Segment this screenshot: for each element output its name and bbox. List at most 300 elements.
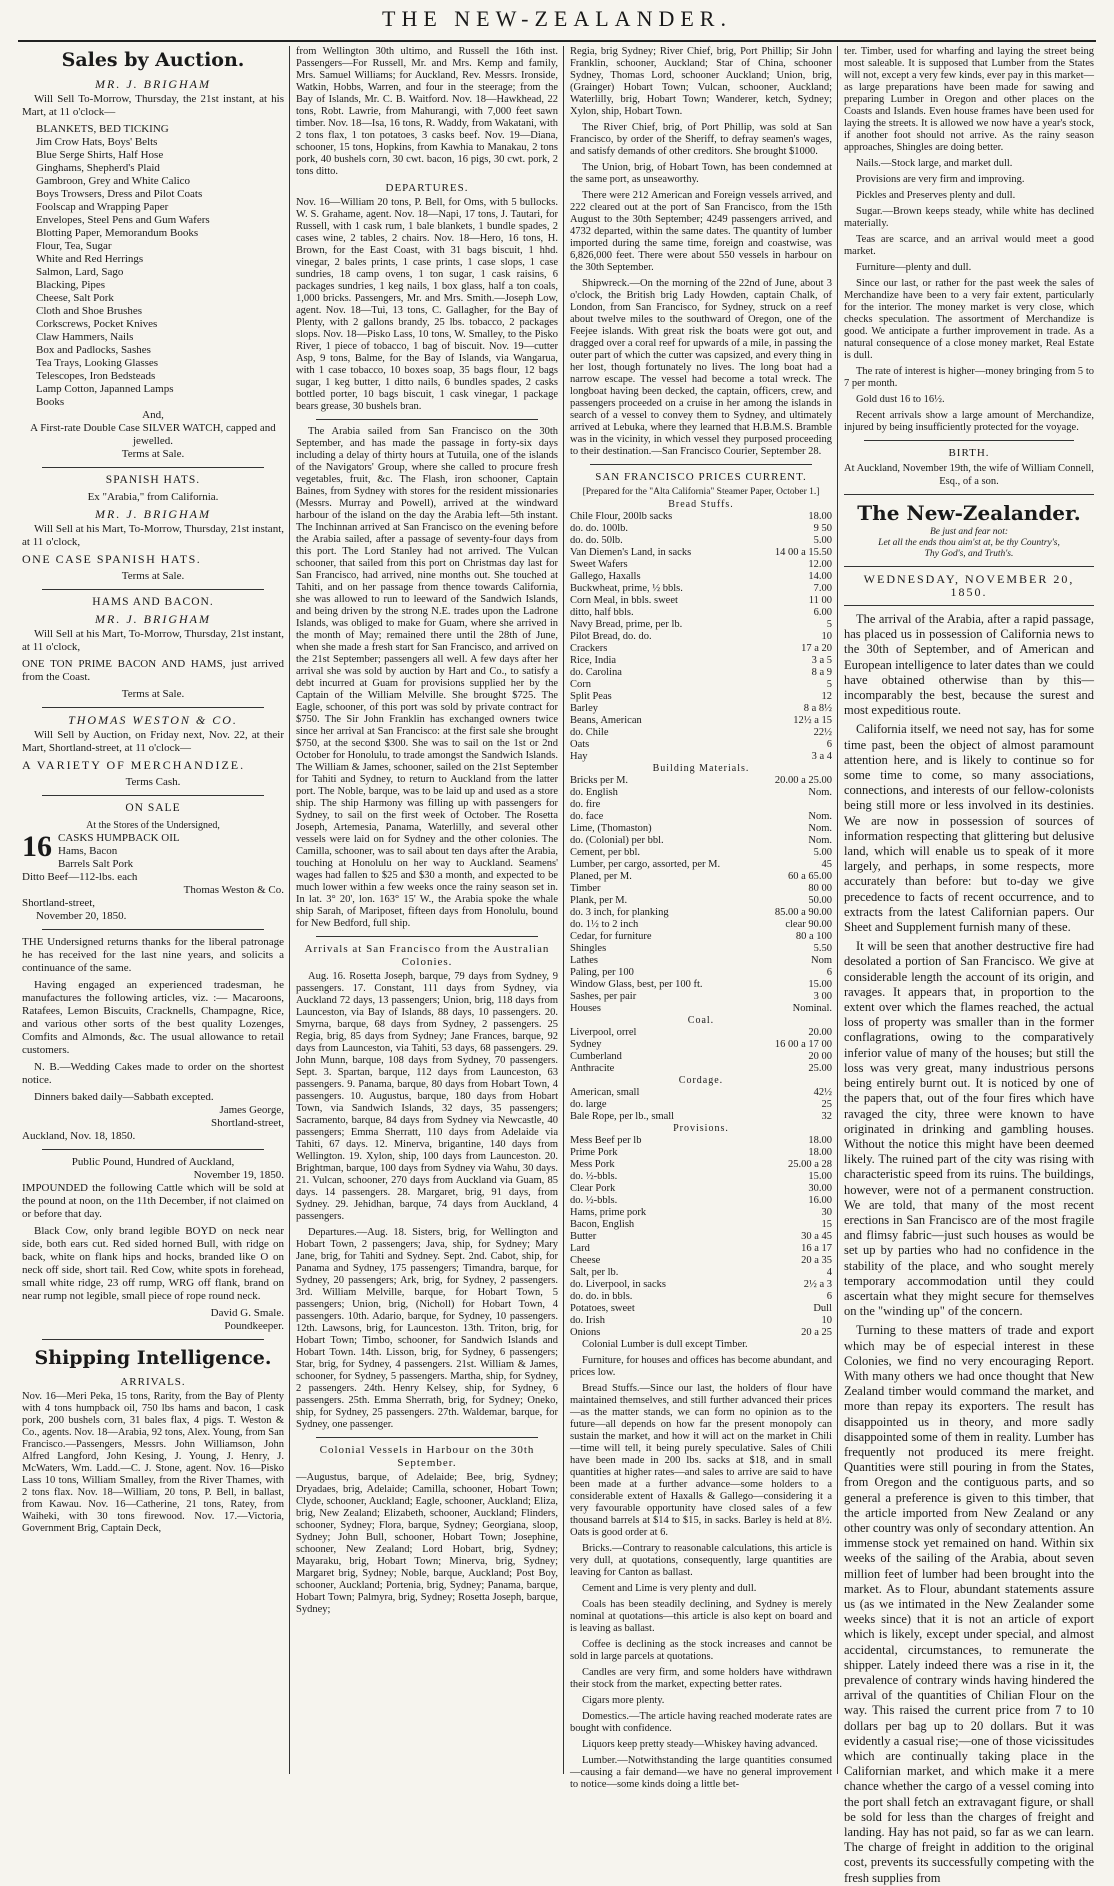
price-value: 5.50 [813, 943, 832, 954]
price-row [570, 1171, 832, 1183]
editorial-paragraph: Turning to these matters of trade and export which may be of especial interest in these Colonies, we find no very encouraging Report. With many others we had once thought that New Zealand timber would command the market, and more than repay its exporters. The result has disappointed us in theory, and more sadly disappointed some of them in reality. Lumber has frequently not produced its mere freight. Quantities were still pouring in from the States, from Oregon and the contiguous parts, and so general a preference is given to this timber, that the article imported from New Zealand or any other country was only of secondary attention. An immense stock yet remained on hand. Within six weeks of the sailing of the Arabia, about seven million feet of lumber had been brought into the market. As to Flour, abundant statements assure us (as we intimated in the New Zealander some weeks since) that it is not an article of export which is likely, except under special, and almost accidental, circumstances, to remunerate the shipper. Lately indeed there was a rise in it, the prevalence of contrary winds having hindered the arrival of the quantities of Chilian Flour on the way. This raised the current price from 7 to 10 dollars per bag up to 20 dollars. But it was evidently a casual rise;—one of those vicissitudes which are continually taking place in the Californian market, and which make it a mere chance whether the cargo of a vessel coming into the port shall fetch an extravagant figure, or shall be sold for less than the charges of freight and landing. Hay has not paid, so far as we can learn. The charge of freight in addition to the original cost, prevents its successfully competing with the fresh supplies from [844, 1323, 1094, 1885]
price-value: 30.00 [808, 1183, 832, 1194]
price-row [570, 1243, 832, 1255]
market-paragraph: Pickles and Preserves plenty and dull. [856, 190, 1016, 201]
price-item: Hay [570, 751, 588, 762]
price-row [570, 619, 832, 631]
ad-date: November 19, 1850. [193, 1169, 284, 1181]
price-row [570, 1267, 832, 1279]
price-item: Bale Rope, per lb., small [570, 1111, 675, 1122]
price-item: Chile Flour, 200lb sacks [570, 511, 673, 522]
price-item: Liverpool, orrel [570, 1027, 637, 1038]
ad-watch: A First-rate Double Case SILVER WATCH, capped and jewelled. [30, 422, 276, 447]
price-row [570, 1279, 832, 1291]
price-row [570, 571, 832, 583]
price-item: ditto, half bbls. [570, 607, 634, 618]
news-paragraph: There were 212 American and Foreign vessels arrived, and 222 cleared out at the port of San Francisco, from the 15th August to the 30th September; 4249 passengers arrived, and 4732 departed, within the same dates. The quantity of lumber imported during the same time, foreign and coastwise, was 6,826,000 feet. There were about 550 vessels in harbour on the 30th September. [570, 190, 832, 273]
divider [316, 1437, 538, 1438]
price-row [570, 727, 832, 739]
price-value: 6 [826, 967, 832, 978]
price-value: 25.00 [808, 1063, 832, 1074]
prices-table [570, 499, 832, 1339]
price-item: Mess Pork [570, 1159, 615, 1170]
masthead: THE NEW-ZEALANDER. [382, 6, 732, 31]
editorial-paragraph: California itself, we need not say, has for some time past, been the object of almost paramount attention here, and is likely to continue so for some time to come, so many associations, connections, and interests of our fellow-colonists being still more or less involved in its destinies. We are now in possession of sources of information respecting that glittering but delusive land, which will enable us to speak of it more largely, and perhaps, in some respects, more accurately than before: but to-day we give precedence to facts of recent occurrence, and to extracts from the latest Californian papers. Our Sheet and Supplement furnish many of these. [844, 722, 1094, 935]
colonial-vessels-continued: Regia, brig Sydney; River Chief, brig, Port Phillip; Sir John Franklin, schooner, Auckland; Star of China, schooner Sydney, Thomas Lord, schooner Auckland; Union, brig, (Grainger) Hobart Town; Vulcan, schooner, Auckland; Waterlilly, brig, Hobart Town; Wanderer, ketch, Sydney; Xylon, ship, Hobart Town. [570, 46, 832, 117]
price-value: 8 a 9 [811, 667, 832, 678]
price-value: 3 a 4 [811, 751, 832, 762]
auction-item: Claw Hammers, Nails [36, 331, 134, 343]
ad-intro: Will Sell at his Mart, To-Morrow, Thursday, 21st instant, at 11 o'clock, [22, 523, 284, 548]
price-row [570, 907, 832, 919]
ad-subtitle: At the Stores of the Undersigned, [86, 820, 220, 831]
price-item: Clear Pork [570, 1183, 616, 1194]
price-value: 3 00 [813, 991, 832, 1002]
auction-item: White and Red Herrings [36, 253, 144, 265]
sale-number: 16 [22, 830, 52, 863]
price-row [570, 703, 832, 715]
price-item: Corn Meal, in bbls. sweet [570, 595, 678, 606]
column-2 [296, 46, 558, 1774]
divider [42, 589, 264, 590]
divider [316, 936, 538, 937]
arrivals-continued: from Wellington 30th ultimo, and Russell the 16th inst. Passengers—For Russell, Mr. and Mrs. Kemp and family, Mrs. Samuel Williams; for Auckland, Rev. Messrs. Ironside, Watkin, Hobbs, Warren, and four in the steerage; from the Bay of Islands, Mr. C. B. Waitford. Nov. 18—Hawkhead, 22 tons, Robt. Lawrie, from Mahurangi, with 7,000 feet sawn timber. Nov. 18—Isa, 16 tons, R. Waddy, from Wakatani, with 2 tons flax, 1 ton potatoes, 3 casks beef. Nov. 19—Diana, schooner, 15 tons, Hopkins, from Kawhia to Manakau, 2 tons pork, 40 bushels corn, 30 cwt. bacon, 16 pigs, 30 cwt. pork, 2 tons ditto. [296, 46, 558, 177]
editorial-paragraph: The arrival of the Arabia, after a rapid passage, has placed us in possession of California news to the 30th of September, and of American and European intelligence to later dates than we could have obtained otherwise than by this—incomparably the best, because the surest and most expeditious route. [844, 612, 1094, 718]
section-heading: Colonial Vessels in Harbour on the 30th September. [319, 1444, 535, 1469]
price-item: Salt, per lb. [570, 1267, 619, 1278]
price-value: 20 a 35 [801, 1255, 832, 1266]
price-value: 12 [821, 691, 832, 702]
ad-signature: David G. Smale. [210, 1307, 284, 1319]
price-row [570, 991, 832, 1003]
price-value: Nominal. [792, 1003, 832, 1014]
section-heading: Arrivals at San Francisco from the Australian Colonies. [304, 943, 550, 968]
divider [42, 1149, 264, 1150]
prices-title: SAN FRANCISCO PRICES CURRENT. [595, 471, 807, 483]
sale-item: CASKS HUMPBACK OIL [58, 832, 180, 844]
departures-sf-text: Departures.—Aug. 18. Sisters, brig, for Wellington and Hobart Town, 2 passengers; Java, ship, for Sydney; Mary Jane, brig, for Tahiti and Sydney. Sept. 2nd. Cabot, ship, for Panama and Sydney, 175 passengers; Timandra, barque, for Sydney, 20 passengers; Ark, brig, for Sydney, 2 passengers. 3rd. William Melville, barque, for Hobart Town, 5 passengers; Union, brig, (Nicholl) for Hobart Town, 4 passengers. 10th. Adario, barque, for Sydney, 10 passengers. 12th. Lawsons, brig, for Launceston. 13th. Triton, brig, for Hobart Town; Timbo, schooner, for Sandwich Islands and Hobart Town. 14th. Lisson, brig, for Sydney, 6 passengers; Star, brig, for Sydney, 4 passengers. 21st. William & James, schooner, for Sydney, 5 passengers. Martha, ship, for Sydney, 2 passengers. 24th. Henry Kelsey, ship, for Sydney, 6 passengers. 25th. Emma Sherrath, brig, for Sydney; Oneko, ship, for Sydney, 25 passengers. 27th. Waldemar, barque, for Sydney, one passenger. [296, 1227, 558, 1430]
price-value: 18.00 [808, 511, 832, 522]
price-item: Hams, prime pork [570, 1207, 647, 1218]
price-section-heading: Bread Stuffs. [668, 499, 734, 510]
shipwreck-paragraph: Shipwreck.—On the morning of the 22nd of June, about 3 o'clock, the British brig Lady Howden, captain Chalk, of London, from San Francisco, for Sydney, struck on a reef about twelve miles to the southward of Oregon, one of the Feejee islands. With great risk the boats were got out, and dragged over a coral reef for upwards of a mile, in passing the outer part of which the cutter was capsized, and every thing in her lost, though fortunately no lives. The long boat had a narrow escape. The vessel had become a total wreck. The longboat having been decked, the captain, officers, crew, and passengers proceeded on a cruise in her among the islands in search of a vessel to convey them to Sydney, and ultimately arrived at Lebuka, where they learned that H.B.M.S. Bramble was in the vicinity, in which vessel they purposed proceeding to their destination.—San Francisco Courier, September 28. [570, 278, 832, 457]
price-value: 15.00 [808, 1171, 832, 1182]
price-item: Lathes [570, 955, 598, 966]
price-value: 30 a 45 [801, 1231, 832, 1242]
price-item: Van Diemen's Land, in sacks [570, 547, 692, 558]
price-value: Dull [813, 1303, 832, 1314]
divider [42, 1339, 264, 1340]
price-row [570, 643, 832, 655]
price-row [570, 739, 832, 751]
price-item: Sashes, per pair [570, 991, 637, 1002]
ad-terms: Terms Cash. [125, 776, 181, 788]
ad-paragraph: Dinners baked daily—Sabbath excepted. [34, 1091, 214, 1103]
price-value: 25.00 a 28 [787, 1159, 832, 1170]
price-value: Nom. [808, 811, 832, 822]
price-item: do. Carolina [570, 667, 622, 678]
auctioneer-name: THOMAS WESTON & CO. [68, 713, 238, 727]
price-row [570, 1087, 832, 1099]
divider [844, 494, 1094, 495]
column-3 [570, 46, 832, 1790]
divider [316, 419, 538, 420]
ad-place: Shortland-street, [22, 897, 96, 909]
price-value: 3 a 5 [811, 655, 832, 666]
price-row [570, 955, 832, 967]
ad-title: Public Pound, Hundred of Auckland, [71, 1156, 235, 1168]
market-paragraph: Bricks.—Contrary to reasonable calculations, this article is very dull, at quotations, consequently, large quantities are leaving for Canton as ballast. [570, 1543, 832, 1578]
ad-title: HAMS AND BACON. [92, 596, 214, 608]
price-value: 85.00 a 90.00 [774, 907, 832, 918]
ad-signature: Poundkeeper. [224, 1320, 284, 1332]
price-item: Planed, per M. [570, 871, 632, 882]
section-heading: ARRIVALS. [120, 1376, 186, 1388]
price-row [570, 595, 832, 607]
ad-body: IMPOUNDED the following Cattle which will be sold at the pound at noon, on the 11th December, if not claimed on or before that day. [22, 1182, 284, 1220]
motto-line: Thy God's, and Truth's. [924, 549, 1014, 559]
auction-item: BLANKETS, BED TICKING [36, 123, 169, 135]
price-value: Nom. [808, 787, 832, 798]
price-row [570, 979, 832, 991]
price-value: 5 [826, 679, 832, 690]
price-item: Lumber, per cargo, assorted, per M. [570, 859, 721, 870]
ad-date: Auckland, Nov. 18, 1850. [22, 1130, 136, 1142]
price-row [570, 1003, 832, 1015]
price-item: do. face [570, 811, 604, 822]
ad-paragraph: Having engaged an experienced tradesman, he manufactures the following articles, viz. :— Macaroons, Ratafees, Lemon Biscuits, Cracknells, Champagne, Rice, and various other sorts of the best quality Lozenges, Comfits and Almonds, &c. The usual allowance to retail customers. [22, 979, 284, 1056]
divider [844, 605, 1094, 606]
price-section-heading: Coal. [687, 1015, 715, 1026]
dateline: WEDNESDAY, NOVEMBER 20, 1850. [863, 572, 1075, 599]
price-item: do. Chile [570, 727, 609, 738]
price-item: Pilot Bread, do. do. [570, 631, 652, 642]
price-item: Lard [570, 1243, 590, 1254]
birth-notice: At Auckland, November 19th, the wife of William Connell, Esq., of a son. [844, 463, 1094, 487]
price-item: Paling, per 100 [570, 967, 634, 978]
sale-item: Barrels Salt Pork [58, 858, 134, 870]
sale-list [22, 832, 284, 884]
price-value: Nom. [808, 835, 832, 846]
price-value: 6 [826, 739, 832, 750]
price-item: Houses [570, 1003, 601, 1014]
price-value: 14 00 a 15.50 [774, 547, 832, 558]
price-value: 15 [821, 1219, 832, 1230]
price-row [570, 1159, 832, 1171]
motto-line: Let all the ends thou aim'st at, be thy Country's, [878, 538, 1060, 548]
price-row [570, 1183, 832, 1195]
auctioneer-name: MR. J. BRIGHAM [95, 612, 211, 626]
price-item: Onions [570, 1327, 601, 1338]
price-value: 60 a 65.00 [787, 871, 832, 882]
column-divider [563, 46, 564, 1774]
ad-subtitle: Ex "Arabia," from California. [87, 491, 219, 503]
price-value: 42½ [813, 1087, 832, 1098]
price-value: 5 [826, 619, 832, 630]
price-item: Cumberland [570, 1051, 622, 1062]
colonial-vessels-text: —Augustus, barque, of Adelaide; Bee, brig, Sydney; Dryadaes, brig, Adelaide; Camilla, schooner, Hobart Town; Clyde, schooner, Auckland; Eagle, schooner, Auckland; Eliza, brig, New Zealand; Elizabeth, schooner, Auckland; Flinders, schooner, Sydney; Flora, barque, Sydney; Georgiana, sloop, Sydney; John Bull, schooner, Hobart Town; Josephine, schooner, New Zealand; Lord Hobart, brig, Sydney; Mayaraku, brig, Hobart Town; Minerva, brig, Sydney; Margaret brig, Sydney; Noble, barque, Auckland; Post Boy, schooner, Auckland; Portenia, brig, Sydney; Panama, barque, Hobart Town; Palmyra, brig, Sydney; Rosetta Joseph, barque, Sydney; [296, 1472, 558, 1615]
price-row [570, 1231, 832, 1243]
price-item: Cement, per bbl. [570, 847, 640, 858]
price-value: 12.00 [808, 559, 832, 570]
market-paragraph: Provisions are very firm and improving. [856, 174, 1025, 185]
price-item: Rice, India [570, 655, 617, 666]
price-row [570, 511, 832, 523]
price-value: 15.00 [808, 979, 832, 990]
price-value: 9 50 [813, 523, 832, 534]
prices-subtitle: [Prepared for the "Alta California" Steamer Paper, October 1.] [582, 487, 820, 497]
ad-date: November 20, 1850. [36, 910, 127, 922]
price-row [570, 1099, 832, 1111]
price-value: 5.00 [813, 535, 832, 546]
price-row [570, 583, 832, 595]
auction-item: Salmon, Lard, Sago [36, 266, 124, 278]
auction-item: Cloth and Shoe Brushes [36, 305, 143, 317]
price-row [570, 871, 832, 883]
sale-item: Ditto Beef—112-lbs. each [22, 871, 138, 883]
price-row [570, 667, 832, 679]
price-row [570, 835, 832, 847]
price-row [570, 547, 832, 559]
ad-body: THE Undersigned returns thanks for the liberal patronage he has received for the last nine years, and solicits a continuance of the same. [22, 936, 284, 974]
ad-intro: Will Sell To-Morrow, Thursday, the 21st instant, at his Mart, at 11 o'clock— [22, 93, 284, 118]
price-item: do. English [570, 787, 618, 798]
price-value: 16.00 [808, 1195, 832, 1206]
price-row [570, 823, 832, 835]
price-item: do. ½-bbls. [570, 1171, 618, 1182]
ad-body: ONE TON PRIME BACON AND HAMS, just arrived from the Coast. [22, 658, 284, 683]
price-item: do. do. in bbls. [570, 1291, 633, 1302]
birth-heading: BIRTH. [948, 447, 990, 459]
section-heading: DEPARTURES. [385, 182, 469, 194]
ad-title: ON SALE [125, 802, 181, 814]
auction-item: Blacking, Pipes [36, 279, 106, 291]
price-value: 20 00 [808, 1051, 832, 1062]
auction-item: Ginghams, Shepherd's Plaid [36, 162, 160, 174]
market-paragraph: Domestics.—The article having reached moderate rates are bought with confidence. [570, 1711, 832, 1734]
ad-signature: Shortland-street, [210, 1117, 284, 1129]
market-paragraph: Liquors keep pretty steady—Whiskey having advanced. [582, 1739, 818, 1750]
price-item: Plank, per M. [570, 895, 628, 906]
price-value: 50.00 [808, 895, 832, 906]
ad-signature: James George, [219, 1104, 284, 1116]
motto-line: Be just and fear not: [929, 527, 1009, 537]
auction-item: Lamp Cotton, Japanned Lamps [36, 383, 174, 395]
price-row [570, 535, 832, 547]
auction-item: Gambroon, Grey and White Calico [36, 175, 191, 187]
price-value: 16 a 17 [801, 1243, 832, 1254]
price-row [570, 751, 832, 763]
price-row [570, 895, 832, 907]
price-item: do. ½-bbls. [570, 1195, 618, 1206]
arrivals-text: Nov. 16—Meri Peka, 15 tons, Rarity, from the Bay of Plenty with 4 tons humpback oil, 750 lbs hams and bacon, 1 cask pork, 200 bushels corn, 31 bales flax, 4 pigs. T. Weston & Co., agents. Nov. 18—Arabia, 92 tons, Alex. Young, from San Francisco.—Passengers, Messrs. John Williamson, John Alfred Langford, John Kesing, J. Young, J. Henry, J. McWaters, Wm. Ladd.—C. J. Stone, agent. Nov. 16—Pisko Lass 10 tons, William Smalley, from the River Thames, with 2 tons flax. Nov. 18—William, 20 tons, P. Bell, in ballast, from Kawau. Nov. 16—Catherine, 21 tons, Ratey, from Waiheki, with 30 tons firewood. Nov. 17.—Victoria, Government Brig, Captain Deck, [22, 1391, 284, 1534]
sale-item: Hams, Bacon [58, 845, 118, 857]
price-row [570, 607, 832, 619]
auction-item: Blue Serge Shirts, Half Hose [36, 149, 164, 161]
price-row [570, 1195, 832, 1207]
price-row [570, 1303, 832, 1315]
price-row [570, 1135, 832, 1147]
price-item: Bacon, English [570, 1219, 635, 1230]
price-value: 80 a 100 [795, 931, 832, 942]
price-value [756, 799, 832, 811]
price-value: Nom [811, 955, 832, 966]
price-row [570, 655, 832, 667]
ad-terms: Terms at Sale. [121, 688, 185, 700]
price-row [570, 1111, 832, 1123]
price-row [570, 559, 832, 571]
price-item: Sydney [570, 1039, 602, 1050]
price-item: Butter [570, 1231, 597, 1242]
price-item: Cedar, for furniture [570, 931, 652, 942]
price-row [570, 1207, 832, 1219]
price-value: 12½ a 15 [793, 715, 832, 726]
arrivals-sf-text: Aug. 16. Rosetta Joseph, barque, 79 days from Sydney, 9 passengers. 17. Constant, 111 days from Sydney, via Auckland 72 days, 13 passengers; Union, brig, 118 days from Launceston, via Bay of Islands, 88 days, 10 passengers. 20. Smyrna, barque, 68 days from Sydney, 2 passengers. 25 Regia, brig, 85 days from Sydney; Jane Frances, barque, 92 days from Launceston, via Tahiti, 53 days, 68 passengers. 29. John Munn, barque, 108 days from Sydney, 70 passengers. Sept. 3. Spartan, barque, 112 days from Launceston, 63 passengers. 9. Panama, barque, 80 days from Hobart Town, 4 passengers. 10. Augustus, barque, 180 days from Hobart Town, via Sandwich Islands, 32 days, 35 passengers; Sacramento, barque, 84 days from Sydney via Newcastle, 40 passengers; Emma Sherratt, 110 days from Adelaide via Tahiti, 67 days. 12. Minerva, brigantine, 140 days from Wellington. 19. Xylon, ship, 100 days from Launceston. 20. Brightman, barque, 100 days from Sydney via Wahu, 30 days. 21. Vulcan, schooner, 270 days from Auckland via Guam, 85 days. 14 passengers. 28. Margaret, brig, 91 days, from Sydney. 29. Jehidhan, barque, 74 days from Auckland, 4 passengers. [296, 971, 558, 1222]
price-item: Potatoes, sweet [570, 1303, 635, 1314]
price-item: Crackers [570, 643, 608, 654]
market-paragraph: Colonial Lumber is dull except Timber. [582, 1339, 748, 1350]
price-value: 18.00 [808, 1147, 832, 1158]
price-item: Gallego, Haxalls [570, 571, 641, 582]
price-row [570, 691, 832, 703]
price-item: Sweet Wafers [570, 559, 628, 570]
auction-item: Corkscrews, Pocket Knives [36, 318, 158, 330]
price-row [570, 1255, 832, 1267]
price-item: do. do. 50lb. [570, 535, 623, 546]
market-paragraph: Lumber.—Notwithstanding the large quantities consumed—causing a fair demand—we have no general improvement to notice—some kinds doing a little bet- [570, 1755, 832, 1790]
price-value: 4 [826, 1267, 832, 1278]
price-row [570, 715, 832, 727]
price-row [570, 1315, 832, 1327]
price-item: do. large [570, 1099, 607, 1110]
column-divider [837, 46, 838, 1774]
price-item: Anthracite [570, 1063, 615, 1074]
price-item: do. 1½ to 2 inch [570, 919, 639, 930]
price-value: 32 [821, 1111, 832, 1122]
ad-title: SPANISH HATS. [105, 474, 201, 486]
price-row [570, 967, 832, 979]
auction-item: Envelopes, Steel Pens and Gum Wafers [36, 214, 210, 226]
market-paragraph: Sugar.—Brown keeps steady, while white has declined materially. [844, 206, 1094, 229]
auctioneer-name: MR. J. BRIGHAM [95, 77, 211, 91]
price-row [570, 679, 832, 691]
price-item: Bricks per M. [570, 775, 629, 786]
price-value: clear 90.00 [785, 919, 832, 930]
price-row [570, 883, 832, 895]
auction-heading: Sales by Auction. [61, 49, 245, 71]
price-row [570, 1219, 832, 1231]
price-row [570, 931, 832, 943]
price-value: 20 a 25 [801, 1327, 832, 1338]
price-item: Lime, (Thomaston) [570, 823, 652, 834]
market-paragraph: Furniture, for houses and offices has become abundant, and prices low. [570, 1355, 832, 1378]
editorial-paragraph: It will be seen that another destructive fire had desolated a portion of San Francisco. We give at considerable length the account of its origin, and ravages. It appears that, in proportion to the extent over which the flames reached, the actual loss of property was smaller than in the former conflagrations, owing to the comparatively inferior value of many of the houses; but still the loss was very great, many industrious persons being entirely burnt out. It is noticed by one of the papers that, out of the four fires which have ravaged the city, three were known to have originated in drinking and gambling houses. Without the notice this might have been deemed likely. The ruined part of the city was rising with characteristic speed from its ruins. The buildings, however, were not of a permanent construction. We are told, that many of the most recent erections in San Francisco are of the most fragile and flimsy fabric—just such houses as would be set up by parties who had no confidence in the stability of the place, and who sought merely temporary accommodation until they could ascertain what they might secure for themselves on the "winding up" of the concern. [844, 939, 1094, 1319]
auction-item: Cheese, Salt Pork [36, 292, 114, 304]
price-value: 5.00 [813, 847, 832, 858]
price-item: American, small [570, 1087, 640, 1098]
auction-item: Books [36, 396, 65, 408]
price-value: 2½ a 3 [803, 1279, 832, 1290]
market-paragraph: Gold dust 16 to 16½. [856, 394, 945, 405]
price-item: Shingles [570, 943, 607, 954]
masthead-rule [18, 40, 1096, 42]
price-section-heading: Provisions. [673, 1123, 729, 1134]
price-item: Mess Beef per lb [570, 1135, 642, 1146]
price-row [570, 847, 832, 859]
divider [590, 464, 812, 465]
price-item: do. Liverpool, in sacks [570, 1279, 666, 1290]
ad-signature: Thomas Weston & Co. [183, 884, 284, 896]
price-value: 7.00 [813, 583, 832, 594]
price-row [570, 1027, 832, 1039]
auctioneer-name: MR. J. BRIGHAM [95, 507, 211, 521]
price-value: Nom. [808, 823, 832, 834]
divider [864, 440, 1074, 441]
ad-paragraph: Black Cow, only brand legible BOYD on neck near side, both ears cut. Red sided horned Bull, with ridge on back, white on flank hips and hocks, branded like O on neck off side, short tail. Red Cow, white spots in forehead, small white ridge, 23 off rump, WRG off flank, brand on near rump not legible, small piece of rope round neck. [22, 1225, 284, 1302]
column-divider [289, 46, 290, 1774]
price-row [570, 787, 832, 799]
market-paragraph: Cement and Lime is very plenty and dull. [582, 1583, 757, 1594]
price-value: 10 [821, 1315, 832, 1326]
price-value: 20.00 a 25.00 [774, 775, 832, 786]
auction-item-list [22, 123, 284, 409]
shipping-report: The Arabia sailed from San Francisco on the 30th September, and has made the passage in forty-six days including a delay of thirty hours at Tutuila, one of the islands of the Navigators' Group, where she called to procure fresh vegetables, fruit, &c. The Flash, iron schooner, Captain Baines, from Sydney with stores for the resident missionaries (Messrs. Murray and Powell), arrived at the windward harbour of the island on the day the Arabia left—5th instant. The Inchinnan arrived at San Francisco on the evening before the Arabia sailed, after a passage of seventy-four days from this port. The Lord Stanley had not arrived. The Vulcan schooner, that sailed from this port on Christmas day last for San Francisco, had arrived, nine months out. She touched at Tahiti, and on her passage from thence towards California, she was allowed to run to leeward of the Sandwich Islands, and being driven by the strong N.E. trades upon the Ladrone Islands, was obliged to make for Guam, where she arrived in the month of May; remained there until the 28th of June, when she made a fresh start for San Francisco, and arrived on the 21st September; passengers all well. A few days after her arrival she was sold by auction by Hart and Co., to satisfy a debt incurred at Guam for provisions supplied her by the Captain of the William Melville. She brought $725. The Eagle, schooner, of this port was sold by private contract for $750. The Sir John Franklin has exchanged owners twice since her arrival at San Francisco: at the first sale she brought $750, at the second $300. She was to sail on the 1st or 2nd October for Honolulu, to trade amongst the Sandwich Islands. The William & James, schooner, sailed on the 21st September for Tahiti and Sydney, to return to Auckland from the latter port. The Noble, barque, was to be laid up and used as a store ship. The ship Harmony was filling up with passengers for Sydney, to sail on the first week of October. The Rosetta Joseph, Artemesia, Panama, Waterlilly, and several other vessels were laid on for Sydney and the other colonies. The Camilla, schooner, was to sail about ten days after the Arabia, touching at Honolulu on her way to Auckland. Seamens' wages had fallen to $25 and $30 a month, and expected to be much lower within a few weeks once the rainy season set in. In lat. 3° 20', lon. 163° 15' W., the Arabia spoke the whale ship Sarah, of Mariposet, fifteen days from Honolulu, bound for New Bedford, full ship. [296, 426, 558, 929]
market-paragraph: The rate of interest is higher—money bringing from 5 to 7 per month. [844, 366, 1094, 389]
market-paragraph: Cigars more plenty. [582, 1695, 665, 1706]
market-paragraph: ter. Timber, used for wharfing and laying the street being most saleable. It is supposed that Lumber from the States will not, except a very few kinds, ever pay in this market—as large preparations have been made for sawing and preparing Lumber in Oregon and other places on the Coasts and Islands. Even house frames have been used for laying the streets. It is allowed we now have a year's stock, if another foot should not arrive. As the rainy season approaches, Shingles are doing better. [844, 46, 1094, 153]
divider [42, 929, 264, 930]
price-value: 16 00 a 17 00 [774, 1039, 832, 1050]
price-row [570, 1327, 832, 1339]
price-item: Oats [570, 739, 590, 750]
price-value: 18.00 [808, 1135, 832, 1146]
auction-item: Jim Crow Hats, Boys' Belts [36, 136, 158, 148]
ad-body: ONE CASE SPANISH HATS. [22, 552, 202, 566]
price-row [570, 523, 832, 535]
price-value: 8 a 8½ [803, 703, 832, 714]
price-row [570, 1039, 832, 1051]
price-item: do. 3 inch, for planking [570, 907, 669, 918]
price-value: 14.00 [808, 571, 832, 582]
auction-item: Foolscap and Wrapping Paper [36, 201, 169, 213]
market-paragraph: Nails.—Stock large, and market dull. [856, 158, 1013, 169]
price-item: Split Peas [570, 691, 612, 702]
price-item: Timber [570, 883, 601, 894]
price-value: 20.00 [808, 1027, 832, 1038]
divider [42, 795, 264, 796]
price-row [570, 1147, 832, 1159]
price-row [570, 631, 832, 643]
market-paragraph: Recent arrivals show a large amount of Merchandize, injured by being insufficiently protected for the voyage. [844, 410, 1094, 433]
price-row [570, 1063, 832, 1075]
auction-item: Tea Trays, Looking Glasses [36, 357, 159, 369]
ad-paragraph: N. B.—Wedding Cakes made to order on the shortest notice. [22, 1061, 284, 1086]
price-row [570, 775, 832, 787]
price-row [570, 943, 832, 955]
divider [42, 707, 264, 708]
price-value: 30 [821, 1207, 832, 1218]
price-value: 17 a 20 [801, 643, 832, 654]
price-row [570, 799, 832, 811]
auction-item: Telescopes, Iron Bedsteads [36, 370, 156, 382]
price-value: 25 [821, 1099, 832, 1110]
price-item: do. (Colonial) per bbl. [570, 835, 664, 846]
price-row [570, 811, 832, 823]
column-1 [22, 46, 284, 1774]
column-4 [844, 46, 1094, 1885]
price-item: Barley [570, 703, 598, 714]
news-paragraph: The Union, brig, of Hobart Town, has been condemned at the same port, as unseaworthy. [570, 162, 832, 185]
